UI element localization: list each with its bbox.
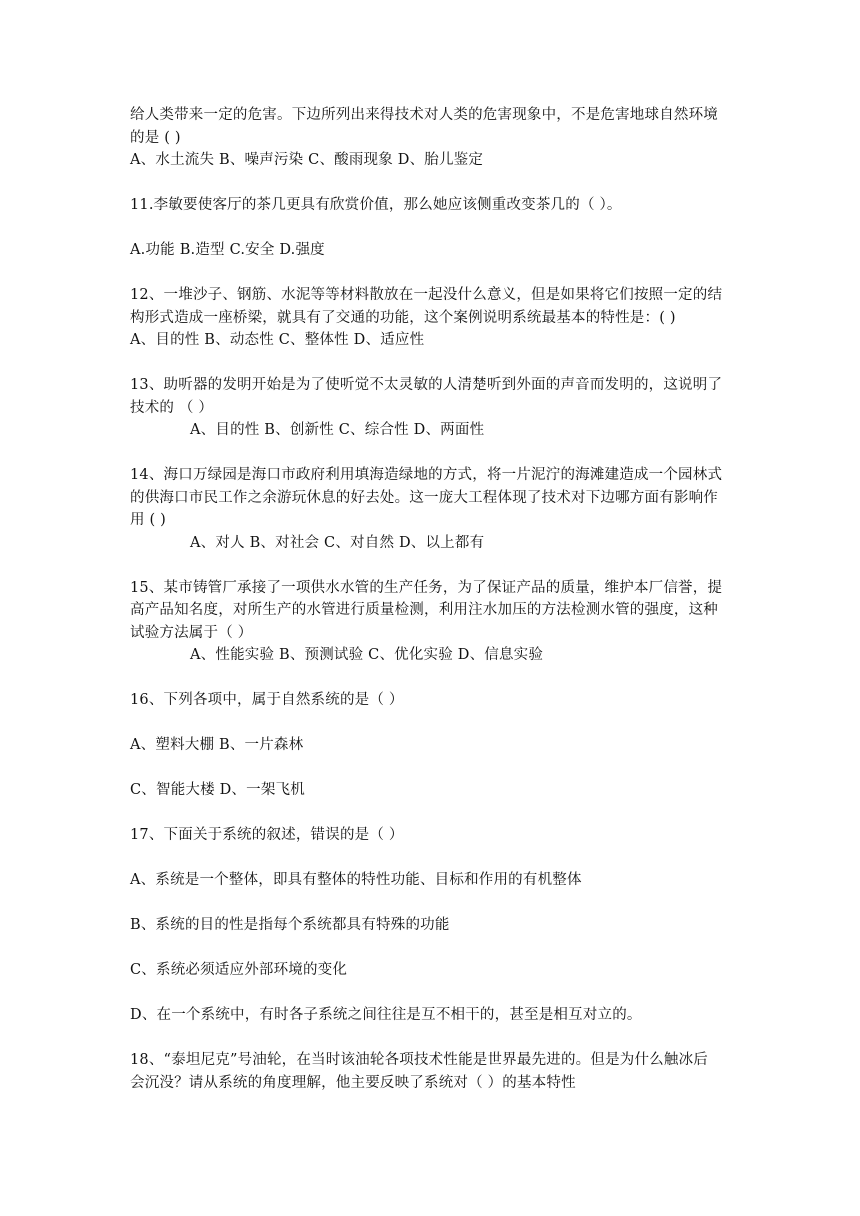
text-line: 15、某市铸管厂承接了一项供水水管的生产任务，为了保证产品的质量，维护本厂信誉，提 bbox=[130, 579, 723, 596]
text-line: A、塑料大棚 B、一片森林 bbox=[130, 737, 304, 753]
text-line: C、系统必须适应外部环境的变化 bbox=[130, 962, 348, 978]
blank-line bbox=[130, 352, 730, 375]
text-line: A、系统是一个整体，即具有整体的特性功能、目标和作用的有机整体 bbox=[130, 872, 582, 888]
text-line: A、目的性 B、创新性 C、综合性 D、两面性 bbox=[190, 422, 485, 438]
text-line: A、目的性 B、动态性 C、整体性 D、适应性 bbox=[130, 332, 425, 348]
text-line: C、智能大楼 D、一架飞机 bbox=[130, 782, 305, 798]
text-line: 11.李敏要使客厅的茶几更具有欣赏价值，那么她应该侧重改变茶几的（ ）。 bbox=[130, 197, 622, 213]
text-line: B、系统的目的性是指每个系统都具有特殊的功能 bbox=[130, 917, 450, 933]
blank-line bbox=[130, 1027, 730, 1050]
text-line: 试验方法属于（ ） bbox=[130, 624, 253, 641]
blank-line bbox=[130, 937, 730, 960]
blank-line bbox=[130, 667, 730, 690]
text-line: 的是 ( ) bbox=[130, 129, 181, 146]
text-line: 给人类带来一定的危害。下边所列出来得技术对人类的危害现象中，不是危害地球自然环境 bbox=[130, 107, 718, 123]
blank-line bbox=[130, 442, 730, 465]
blank-line bbox=[130, 847, 730, 870]
text-line: 17、下面关于系统的叙述，错误的是（ ） bbox=[130, 827, 404, 843]
text-line: 的供海口市民工作之余游玩休息的好去处。这一庞大工程体现了技术对下边哪方面有影响作 bbox=[130, 489, 718, 506]
blank-line bbox=[130, 982, 730, 1005]
text-line: 12、一堆沙子、钢筋、水泥等等材料散放在一起没什么意义，但是如果将它们按照一定的结 bbox=[130, 287, 723, 303]
text-line: 13、助听器的发明开始是为了使听觉不太灵敏的人清楚听到外面的声音而发明的，这说明了 bbox=[130, 377, 723, 393]
blank-line bbox=[130, 712, 730, 735]
blank-line bbox=[130, 217, 730, 240]
text-line: A、水土流失 B、噪声污染 C、酸雨现象 D、胎儿鉴定 bbox=[130, 152, 484, 168]
blank-line bbox=[130, 172, 730, 195]
text-line: 用 ( ) bbox=[130, 512, 167, 528]
text-line: 14、海口万绿园是海口市政府利用填海造绿地的方式，将一片泥泞的海滩建造成一个园林式 bbox=[130, 467, 723, 483]
blank-line bbox=[130, 554, 730, 577]
blank-line bbox=[130, 757, 730, 780]
text-line: D、在一个系统中，有时各子系统之间往往是互不相干的，甚至是相互对立的。 bbox=[130, 1007, 642, 1023]
text-line: 技术的 （ ） bbox=[130, 399, 214, 416]
text-line: 16、下列各项中，属于自然系统的是（ ） bbox=[130, 692, 404, 708]
text-line: 会沉没？请从系统的角度理解，他主要反映了系统对（ ）的基本特性 bbox=[130, 1074, 576, 1091]
text-line: 高产品知名度，对所生产的水管进行质量检测，利用注水加压的方法检测水管的强度，这种 bbox=[130, 602, 718, 618]
text-line: 构形式造成一座桥梁，就具有了交通的功能，这个案例说明系统最基本的特性是：( ) bbox=[130, 309, 676, 326]
document-page bbox=[130, 104, 730, 1094]
blank-line bbox=[130, 892, 730, 915]
text-line: A、性能实验 B、预测试验 C、优化实验 D、信息实验 bbox=[190, 647, 544, 663]
text-line: A.功能 B.造型 C.安全 D.强度 bbox=[130, 242, 325, 258]
blank-line bbox=[130, 802, 730, 825]
text-line: 18、“泰坦尼克”号油轮，在当时该油轮各项技术性能是世界最先进的。但是为什么触冰后 bbox=[130, 1052, 708, 1068]
text-line: A、对人 B、对社会 C、对自然 D、以上都有 bbox=[190, 534, 485, 551]
blank-line bbox=[130, 262, 730, 285]
